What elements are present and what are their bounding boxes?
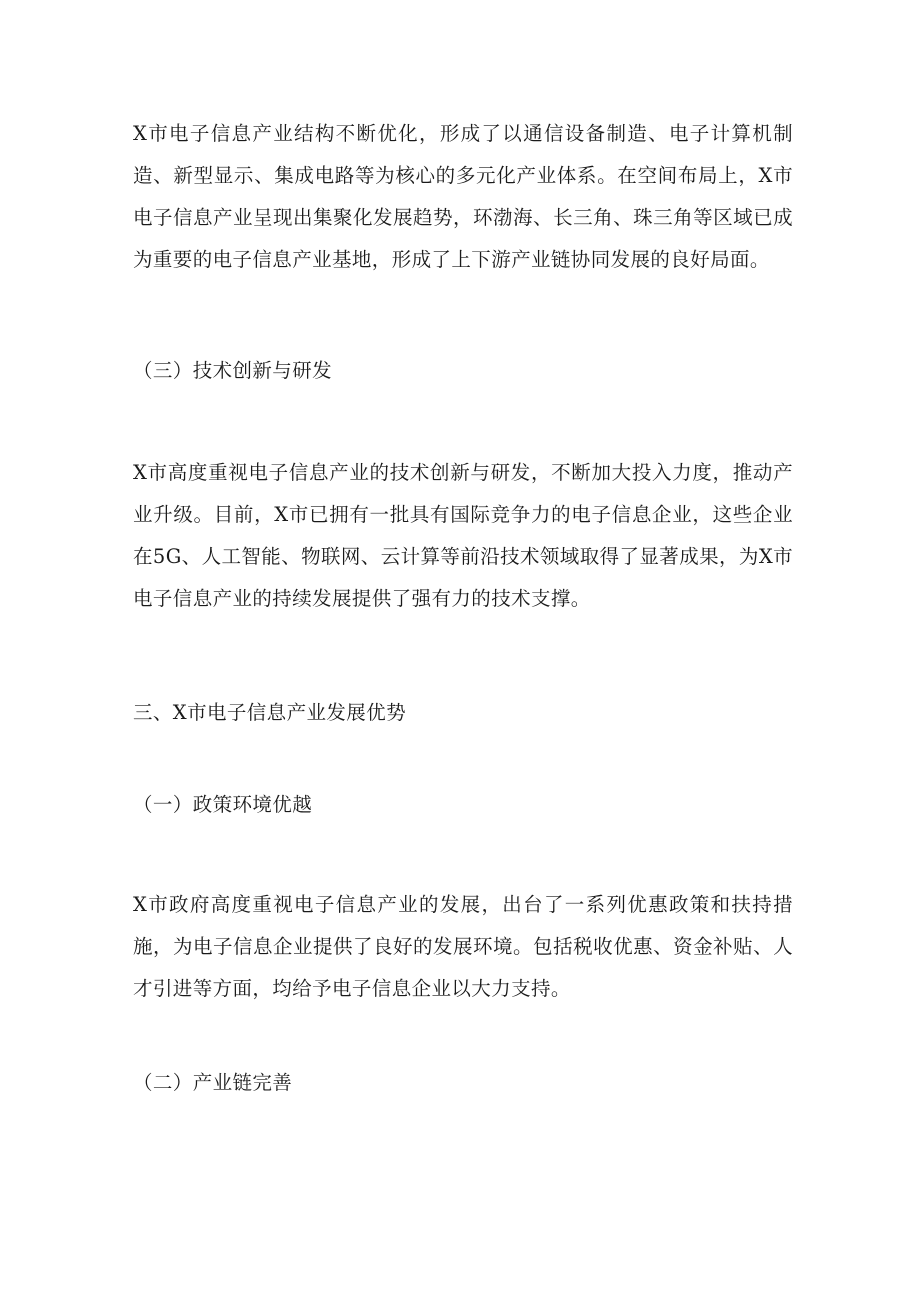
heading-industry-chain: （二）产业链完善 [133, 1071, 293, 1094]
heading-tech-innovation: （三）技术创新与研发 [133, 359, 333, 382]
paragraph-tech-innovation: X市高度重视电子信息产业的技术创新与研发，不断加大投入力度，推动产业升级。目前，X市已拥有一批具有国际竞争力的电子信息企业，这些企业在5G、人工智能、物联网、云计算等前沿技术领域取得了显著成果，为X市电子信息产业的持续发展提供了强有力的技术支撑。 [133, 461, 793, 610]
heading-policy-environment: （一）政策环境优越 [133, 793, 313, 816]
heading-section-three: 三、X市电子信息产业发展优势 [133, 701, 406, 724]
paragraph-policy-environment: X市政府高度重视电子信息产业的发展，出台了一系列优惠政策和扶持措施，为电子信息企业提供了良好的发展环境。包括税收优惠、资金补贴、人才引进等方面，均给予电子信息企业以大力支持。 [133, 893, 793, 1000]
paragraph-industry-structure: X市电子信息产业结构不断优化，形成了以通信设备制造、电子计算机制造、新型显示、集成电路等为核心的多元化产业体系。在空间布局上，X市电子信息产业呈现出集聚化发展趋势，环渤海、长三角、珠三角等区域已成为重要的电子信息产业基地，形成了上下游产业链协同发展的良好局面。 [133, 122, 793, 271]
